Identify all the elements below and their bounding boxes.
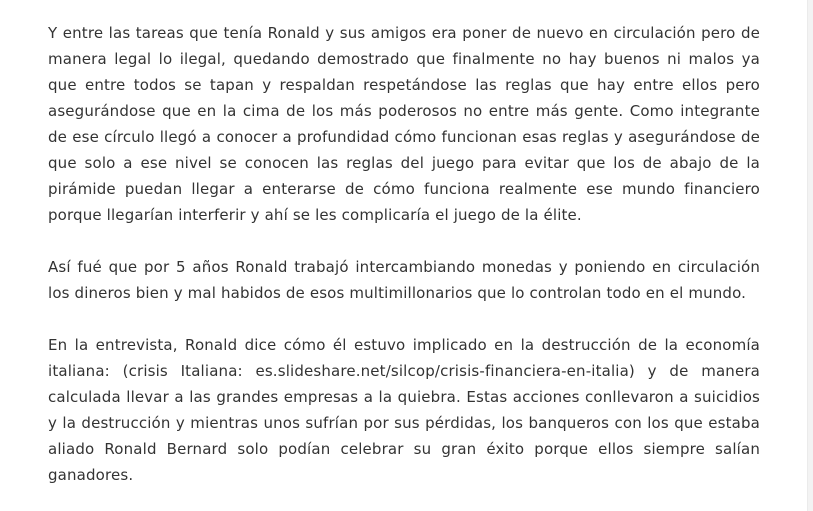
paragraph-interview: En la entrevista, Ronald dice cómo él estuvo implicado en la destrucción de la economía italiana: (crisis Italiana: es.slideshare.net/silcop/crisis-financiera-en-italia) y de manera calculada llevar a las grandes empresas a la quiebra. Estas acciones conllevaron a suicidios y la destrucción y mientras unos sufrían por sus pérdidas, los banqueros con los que estaba aliado Ronald Bernard solo podían celebrar su gran éxito porque ellos siempre salían ganadores. [48,336,760,484]
article-body [48,20,760,488]
paragraph-tasks: Y entre las tareas que tenía Ronald y sus amigos era poner de nuevo en circulación pero de manera legal lo ilegal, quedando demostrado que finalmente no hay buenos ni malos ya que entre todos se tapan y respaldan respetándose las reglas que hay entre ellos pero asegurándose que en la cima de los más poderosos no entre más gente. Como integrante de ese círculo llegó a conocer a profundidad cómo funcionan esas reglas y asegurándose de que solo a ese nivel se conocen las reglas del juego para evitar que los de abajo de la pirámide puedan llegar a enterarse de cómo funciona realmente ese mundo financiero porque llegarían interferir y ahí se les complicaría el juego de la élite. [48,24,760,224]
scrollbar-track[interactable] [807,0,813,511]
paragraph-five-years: Así fué que por 5 años Ronald trabajó intercambiando monedas y poniendo en circulación los dineros bien y mal habidos de esos multimillonarios que lo controlan todo en el mundo. [48,258,760,302]
